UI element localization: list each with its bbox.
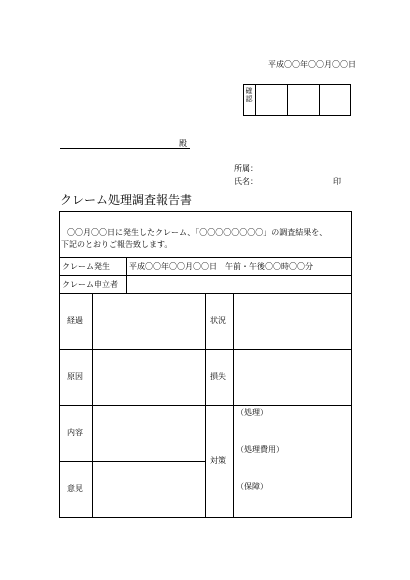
cause-field[interactable] [94,351,204,404]
seal-mark: 印 [333,177,341,186]
label-situation: 状況 [210,316,226,325]
label-countermeasure: 対策 [210,456,226,465]
countermeasure-cost: （処理費用） [236,445,284,454]
stamp-box[interactable] [257,86,286,114]
claim-occurred-label: クレーム発生 [62,262,110,271]
countermeasure-compensation: （保障） [236,482,268,491]
stamp-divider [287,84,288,116]
addressee-line [60,148,190,149]
label-progress: 経過 [67,316,83,325]
loss-field[interactable] [235,351,351,404]
label-loss: 損失 [210,372,226,381]
label-cause: 原因 [67,372,83,381]
addressee-honorific: 殿 [179,139,187,148]
sender-affiliation-label: 所属： [234,164,258,173]
stamp-box[interactable] [289,86,318,114]
report-date: 平成〇〇年〇〇月〇〇日 [268,60,356,69]
grid-middle-divider [205,293,206,518]
countermeasure-treatment: （処理） [236,408,268,417]
intro-line-2: 下記のとおりご報告致します。 [61,240,173,249]
info-label-divider [126,257,127,293]
label-opinion: 意見 [67,484,83,493]
grid-label-divider-left [92,293,93,518]
claimant-label: クレーム申立者 [62,280,118,289]
row-divider [59,257,352,258]
grid-label-divider-right [233,293,234,518]
stamp-divider [319,84,320,116]
label-content: 内容 [67,428,83,437]
row-divider [59,275,352,276]
intro-line-1: 〇〇月〇〇日に発生したクレーム、「〇〇〇〇〇〇〇〇」の調査結果を、 [67,228,328,237]
stamp-label-confirm: 確認 [245,87,253,103]
stamp-divider [255,84,256,116]
claim-occurred-value[interactable]: 平成〇〇年〇〇月〇〇日 午前・午後〇〇時〇〇分 [129,262,313,271]
report-title: クレーム処理調査報告書 [60,193,193,207]
content-field[interactable] [94,407,204,460]
row-divider [59,461,205,462]
situation-field[interactable] [235,295,351,348]
sender-name-label: 氏名： [234,177,258,186]
opinion-field[interactable] [94,463,204,517]
progress-field[interactable] [94,295,204,348]
stamp-box[interactable] [321,86,350,114]
